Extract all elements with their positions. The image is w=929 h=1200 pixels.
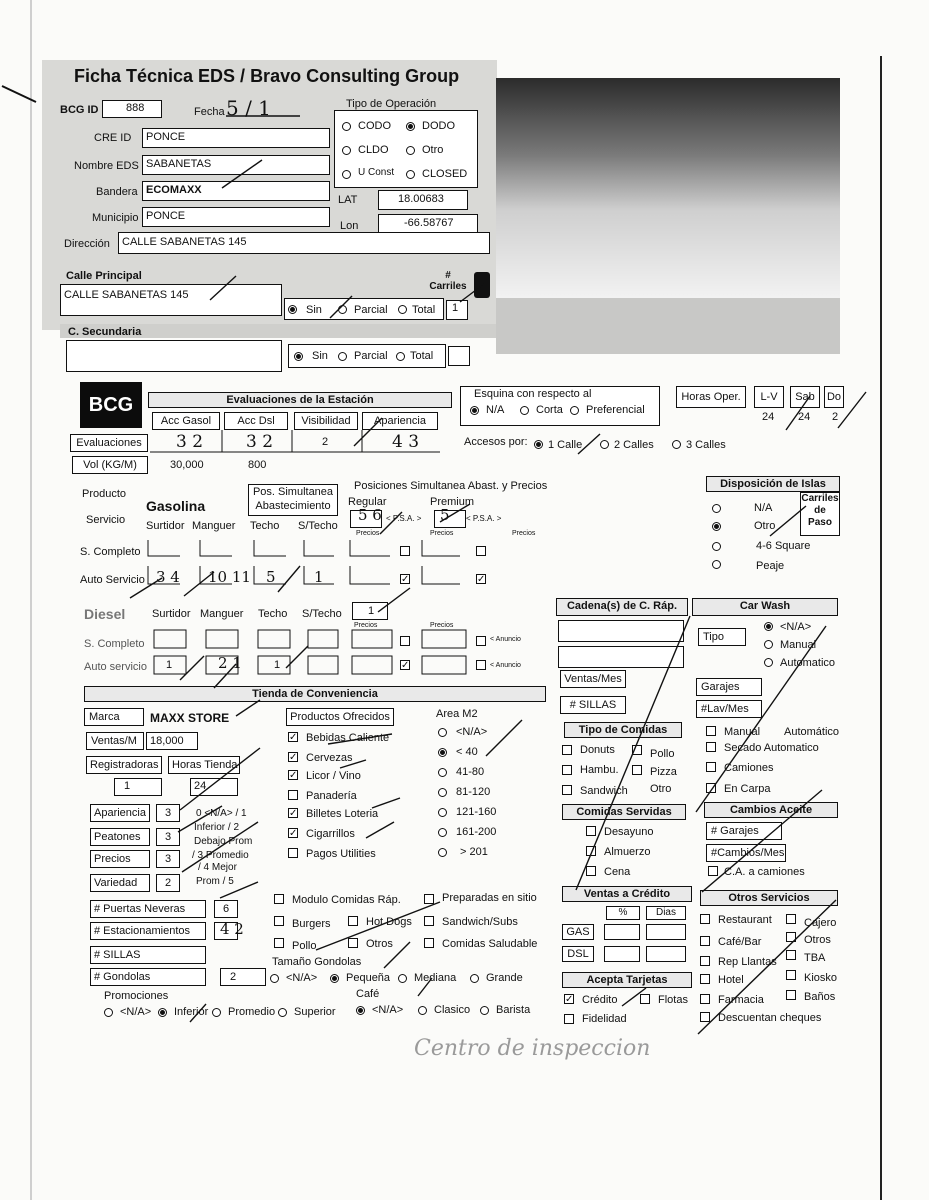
promo-superior-label: Superior — [294, 1006, 336, 1018]
promo-promedio-label: Promedio — [228, 1006, 276, 1018]
hotel-label: Hotel — [718, 974, 744, 986]
esquina-preferencial-label: Preferencial — [586, 404, 645, 416]
producto-label: Producto — [82, 488, 127, 500]
credito-title: Ventas a Crédito — [562, 886, 692, 902]
gondolas-value: 2 — [230, 971, 237, 983]
saludable-label: Comidas Saludable — [442, 938, 538, 950]
gas-auto-manguer: 10 11 — [208, 568, 251, 586]
panaderia-label: Panadería — [306, 790, 357, 802]
estac-value: 4 2 — [220, 920, 244, 938]
vol-label: Vol (KG/M) — [72, 456, 148, 474]
regular-psa-label: < P.S.A. > — [386, 514, 422, 523]
secundaria-parcial-label: Parcial — [354, 350, 388, 362]
gas-auto-techo: 5 — [266, 568, 276, 586]
cervezas-label: Cervezas — [306, 752, 353, 764]
secundaria-label: C. Secundaria — [68, 326, 142, 338]
gas-scompleto-label: S. Completo — [80, 546, 141, 558]
credito-gas-label: GAS — [562, 924, 594, 940]
escala-4: / 4 Mejor — [198, 862, 237, 873]
acc-gasol-value: 3 2 — [176, 432, 204, 452]
restaurant-label: Restaurant — [718, 914, 772, 926]
otros-servicios-title: Otros Servicios — [700, 890, 838, 906]
precios-t-label: Precios — [90, 850, 150, 868]
direccion-value: CALLE SABANETAS 145 — [122, 236, 247, 248]
secundaria-total-label: Total — [410, 350, 434, 362]
carwash-na-label: <N/A> — [780, 621, 812, 633]
peatones-label: Peatones — [90, 828, 150, 846]
calle-principal-value: CALLE SABANETAS 145 — [64, 289, 189, 301]
cw-manual-label: Manual — [724, 726, 761, 738]
carwash-title: Car Wash — [692, 598, 838, 616]
extra-precios-label: Precios — [512, 530, 536, 537]
direccion-label: Dirección — [64, 238, 110, 250]
credito-dsl-label: DSL — [562, 946, 594, 962]
dsl-scompleto-label: S. Completo — [84, 638, 145, 650]
premium-psa-label: < P.S.A. > — [466, 514, 502, 523]
dsl-techo-header: Techo — [258, 608, 288, 620]
credito-card-cb[interactable]: ✓ — [565, 994, 574, 1005]
signature: Centro de inspeccion — [414, 1036, 651, 1061]
tamano-pequena-label: Pequeña — [346, 972, 391, 984]
closed-label: CLOSED — [422, 168, 468, 180]
carwash-auto-label: Automatico — [780, 657, 836, 669]
dsl-stecho-header: S/Techo — [302, 608, 342, 620]
aceite-title: Cambios Aceite — [704, 802, 838, 818]
techo-header: Techo — [250, 520, 280, 532]
gondolas-label: # Gondolas — [90, 968, 206, 986]
regular-precios-label: Precios — [356, 530, 380, 537]
almuerzo-label: Almuerzo — [604, 846, 651, 858]
premium-label: Premium — [430, 496, 475, 508]
dsl-anuncio-1: < Anuncio — [490, 636, 521, 643]
premium-psa-value: 5 — [440, 506, 450, 524]
esquina-na-label: N/A — [486, 404, 505, 416]
cafe-clasico-label: Clasico — [434, 1004, 471, 1016]
area-40-label: < 40 — [456, 746, 478, 758]
fidelidad-label: Fidelidad — [582, 1013, 627, 1025]
area-120-label: 81-120 — [456, 786, 491, 798]
dsl-manguer-header: Manguer — [200, 608, 244, 620]
bandera-value: ECOMAXX — [146, 184, 202, 196]
apariencia-value: 4 3 — [392, 432, 420, 452]
manguer-header: Manguer — [192, 520, 236, 532]
principal-parcial-label: Parcial — [354, 304, 388, 316]
cigarrillos-cb[interactable]: ✓ — [289, 828, 298, 839]
cw-automatico-label: Automático — [784, 726, 840, 738]
dsl-precios-label-2: Precios — [430, 622, 454, 629]
accesos-2-label: 2 Calles — [614, 439, 654, 451]
carriles-label: # Carriles — [429, 270, 467, 292]
regular-psa-value: 5 6 — [358, 506, 382, 524]
carriles-paso-label: Carriles de Paso — [800, 492, 840, 536]
area-201-label: > 201 — [460, 846, 488, 858]
nombre-value: SABANETAS — [146, 158, 212, 170]
gas-auto-regular-cb[interactable]: ✓ — [401, 574, 410, 585]
cajero-label: Cajero — [804, 917, 837, 929]
cafe-na-label: <N/A> — [372, 1004, 404, 1016]
lat-value: 18.00683 — [398, 193, 444, 205]
cafe-label: Café — [356, 988, 380, 1000]
puertas-label: # Puertas Neveras — [90, 900, 206, 918]
promo-na-label: <N/A> — [120, 1006, 152, 1018]
credito-card-label: Crédito — [582, 994, 618, 1006]
apariencia-t-label: Apariencia — [90, 804, 150, 822]
garajes-label: Garajes — [696, 678, 762, 696]
otro-op-label: Otro — [422, 144, 444, 156]
variedad-value: 2 — [156, 874, 180, 892]
form-title: Ficha Técnica EDS / Bravo Consulting Group — [74, 66, 460, 86]
calle-principal-label: Calle Principal — [66, 270, 142, 282]
registradoras-label: Registradoras — [86, 756, 162, 774]
premium-precios-label: Precios — [430, 530, 454, 537]
visibilidad-value: 2 — [322, 436, 329, 448]
area-80-label: 41-80 — [456, 766, 485, 778]
area-title: Area M2 — [436, 708, 478, 720]
horas-do-header: Do — [824, 386, 844, 408]
bcg-id-value: 888 — [126, 102, 145, 114]
horas-lv-header: L-V — [754, 386, 784, 408]
islas-peaje-label: Peaje — [756, 560, 785, 572]
cafe-barista-label: Barista — [496, 1004, 531, 1016]
carwash-tipo-label: Tipo — [698, 628, 746, 646]
horas-tienda-value: 24 — [194, 780, 207, 792]
page-edge — [880, 56, 882, 1200]
donuts-label: Donuts — [580, 744, 615, 756]
desayuno-label: Desayuno — [604, 826, 654, 838]
credito-pct-header: % — [606, 906, 640, 920]
evaluaciones-title: Evaluaciones de la Estación — [148, 392, 452, 408]
acc-gasol-header: Acc Gasol — [152, 412, 220, 430]
puertas-value: 6 — [214, 900, 238, 918]
escala-5: Prom / 5 — [196, 876, 234, 887]
dodo-label: DODO — [422, 120, 455, 132]
vol-gas-value: 30,000 — [170, 459, 204, 471]
sillas-tienda-label: # SILLAS — [90, 946, 206, 964]
lat-label: LAT — [338, 194, 358, 206]
pos-sim-title: Pos. Simultanea Abastecimiento — [248, 484, 338, 516]
area-160-label: 121-160 — [456, 806, 497, 818]
escala-3: / 3 Promedio — [192, 850, 249, 861]
pollo-label: Pollo — [650, 748, 675, 760]
horas-tienda-label: Horas Tienda — [168, 756, 240, 774]
accesos-1-label: 1 Calle — [548, 439, 583, 451]
vol-dsl-value: 800 — [248, 459, 267, 471]
tamano-grande-label: Grande — [486, 972, 523, 984]
cldo-label: CLDO — [358, 144, 389, 156]
loteria-cb[interactable]: ✓ — [289, 808, 298, 819]
dsl-pos-value: 1 — [368, 605, 375, 617]
stecho-header: S/Techo — [298, 520, 338, 532]
licor-cb[interactable]: ✓ — [289, 770, 298, 781]
hambu-label: Hambu. — [580, 764, 619, 776]
aceite-cambios-label: #Cambios/Mes — [706, 844, 786, 862]
apariencia-header: Apariencia — [362, 412, 438, 430]
licor-label: Licor / Vino — [306, 770, 361, 782]
otros-serv-label: Otros — [804, 934, 831, 946]
utilities-label: Pagos Utilities — [306, 848, 376, 860]
horas-do-value: 2 — [832, 411, 839, 423]
cigarrillos-label: Cigarrillos — [306, 828, 355, 840]
promo-inferior-label: Inferior — [174, 1006, 209, 1018]
area-200-label: 161-200 — [456, 826, 497, 838]
bebidas-label: Bebidas Caliente — [306, 732, 390, 744]
llantas-label: Rep Llantas — [718, 956, 777, 968]
precios-t-value: 3 — [156, 850, 180, 868]
marca-value: MAXX STORE — [150, 711, 230, 725]
dsl-auto-techo: 1 — [274, 659, 281, 671]
fecha-value: 5 / 1 — [226, 96, 271, 120]
carwash-manual-label: Manual — [780, 639, 817, 651]
dsl-precios-label-1: Precios — [354, 622, 378, 629]
cw-carpa-label: En Carpa — [724, 783, 771, 795]
marca-label: Marca — [84, 708, 144, 726]
regular-label: Regular — [348, 496, 387, 508]
cadena-title: Cadena(s) de C. Ráp. — [556, 598, 688, 616]
gas-auto-surtidor: 3 4 — [156, 568, 180, 586]
lav-label: #Lav/Mes — [696, 700, 762, 718]
acc-dsl-value: 3 2 — [246, 432, 274, 452]
islas-otro-label: Otro — [754, 520, 776, 532]
variedad-label: Variedad — [90, 874, 150, 892]
pollo-t-label: Pollo — [292, 940, 317, 952]
evaluaciones-row-label: Evaluaciones — [70, 434, 148, 452]
tipo-comidas-title: Tipo de Comidas — [564, 722, 682, 738]
lon-value: -66.58767 — [404, 217, 454, 229]
burgers-label: Burgers — [292, 918, 331, 930]
productos-title: Productos Ofrecidos — [286, 708, 394, 726]
bebidas-cb[interactable]: ✓ — [289, 732, 298, 743]
codo-label: CODO — [358, 120, 391, 132]
islas-title: Disposición de Islas — [706, 476, 840, 492]
cw-secado-label: Secado Automatico — [724, 742, 819, 754]
islas-na-label: N/A — [754, 502, 773, 514]
principal-sin-label: Sin — [306, 304, 322, 316]
escala-0: 0 <N/A> / 1 — [196, 808, 247, 819]
diesel-label: Diesel — [84, 606, 126, 622]
dsl-anuncio-2: < Anuncio — [490, 662, 521, 669]
secundaria-sin-label: Sin — [312, 350, 328, 362]
pizza-label: Pizza — [650, 766, 677, 778]
gasolina-label: Gasolina — [146, 498, 206, 514]
area-na-label: <N/A> — [456, 726, 488, 738]
tamano-mediana-label: Mediana — [414, 972, 457, 984]
modulo-label: Modulo Comidas Ráp. — [292, 894, 401, 906]
cre-id-value: PONCE — [146, 131, 186, 143]
loteria-label: Billetes Loteria — [306, 808, 379, 820]
tamano-label: Tamaño Gondolas — [272, 956, 362, 968]
ventas-label: Ventas/M — [86, 732, 144, 750]
tba-label: TBA — [804, 952, 826, 964]
bcg-id-label: BCG ID — [60, 104, 99, 116]
bcg-logo: BCG — [80, 382, 142, 428]
farmacia-label: Farmacia — [718, 994, 764, 1006]
cw-camiones-label: Camiones — [724, 762, 774, 774]
uconst-label: U Const — [358, 167, 395, 178]
sandwich-label: Sandwich — [580, 785, 628, 797]
cervezas-cb[interactable]: ✓ — [289, 752, 298, 763]
acc-dsl-header: Acc Dsl — [224, 412, 288, 430]
aceite-camiones-label: C.A. a camiones — [724, 866, 805, 878]
peatones-value: 3 — [156, 828, 180, 846]
cadena-ventas-label: Ventas/Mes — [560, 670, 626, 688]
cadena-sillas-label: # SILLAS — [560, 696, 626, 714]
tamano-na-label: <N/A> — [286, 972, 318, 984]
ventas-value: 18,000 — [150, 735, 184, 747]
otros-t-label: Otros — [366, 938, 393, 950]
kiosko-label: Kiosko — [804, 972, 838, 984]
esquina-title: Esquina con respecto al — [474, 388, 592, 400]
promo-label: Promociones — [104, 990, 169, 1002]
apariencia-t-value: 3 — [156, 804, 180, 822]
accesos-3-label: 3 Calles — [686, 439, 726, 451]
esquina-corta-label: Corta — [536, 404, 563, 416]
dsl-auto-manguer: 2 1 — [218, 654, 242, 672]
horas-sab-header: Sab — [790, 386, 820, 408]
surtidor-header: Surtidor — [146, 520, 185, 532]
dsl-auto-surtidor: 1 — [166, 659, 173, 671]
cheques-label: Descuentan cheques — [718, 1012, 822, 1024]
lon-label: Lon — [340, 220, 359, 232]
cafebar-label: Café/Bar — [718, 936, 762, 948]
servicio-label: Servicio — [86, 514, 126, 526]
horas-lv-value: 24 — [762, 411, 775, 423]
horas-label: Horas Oper. — [676, 386, 746, 408]
otro-comida-label: Otro — [650, 783, 672, 795]
visibilidad-header: Visibilidad — [294, 412, 358, 430]
gas-auto-stecho: 1 — [314, 568, 324, 586]
aceite-garajes-label: # Garajes — [706, 822, 782, 840]
credito-dias-header: Dias — [646, 906, 686, 920]
principal-total-label: Total — [412, 304, 436, 316]
operacion-title: Tipo de Operación — [346, 98, 437, 110]
dsl-autoserv-label: Auto servicio — [84, 661, 147, 673]
flotas-label: Flotas — [658, 994, 688, 1006]
estac-label: # Estacionamientos — [90, 922, 206, 940]
municipio-label: Municipio — [92, 212, 139, 224]
registradoras-value: 1 — [124, 780, 131, 792]
tarjetas-title: Acepta Tarjetas — [562, 972, 692, 988]
horas-sab-value: 24 — [798, 411, 811, 423]
pos-sim-precios-title: Posiciones Simultanea Abast. y Precios — [354, 480, 548, 492]
cena-label: Cena — [604, 866, 631, 878]
servidas-title: Comidas Servidas — [562, 804, 686, 820]
bandera-label: Bandera — [96, 186, 138, 198]
accesos-label: Accesos por: — [464, 436, 528, 448]
preparadas-label: Preparadas en sitio — [442, 892, 537, 904]
islas-square-label: 4-6 Square — [756, 540, 811, 552]
nombre-label: Nombre EDS — [74, 160, 139, 172]
sandwich-subs-label: Sandwich/Subs — [442, 916, 518, 928]
tienda-title: Tienda de Conveniencia — [84, 686, 546, 702]
carriles-value: 1 — [452, 302, 459, 314]
hotdogs-label: Hot Dogs — [366, 916, 412, 928]
gas-auto-premium-cb[interactable]: ✓ — [477, 574, 486, 585]
escala-2: Debajo Prom — [194, 836, 253, 847]
dsl-surtidor-header: Surtidor — [152, 608, 191, 620]
escala-1: Inferior / 2 — [194, 822, 240, 833]
banos-label: Baños — [804, 991, 836, 1003]
cre-id-label: CRE ID — [94, 132, 132, 144]
fecha-label: Fecha — [194, 106, 225, 118]
gas-autoserv-label: Auto Servicio — [80, 574, 145, 586]
municipio-value: PONCE — [146, 210, 186, 222]
dsl-auto-cb-1[interactable]: ✓ — [401, 660, 410, 671]
